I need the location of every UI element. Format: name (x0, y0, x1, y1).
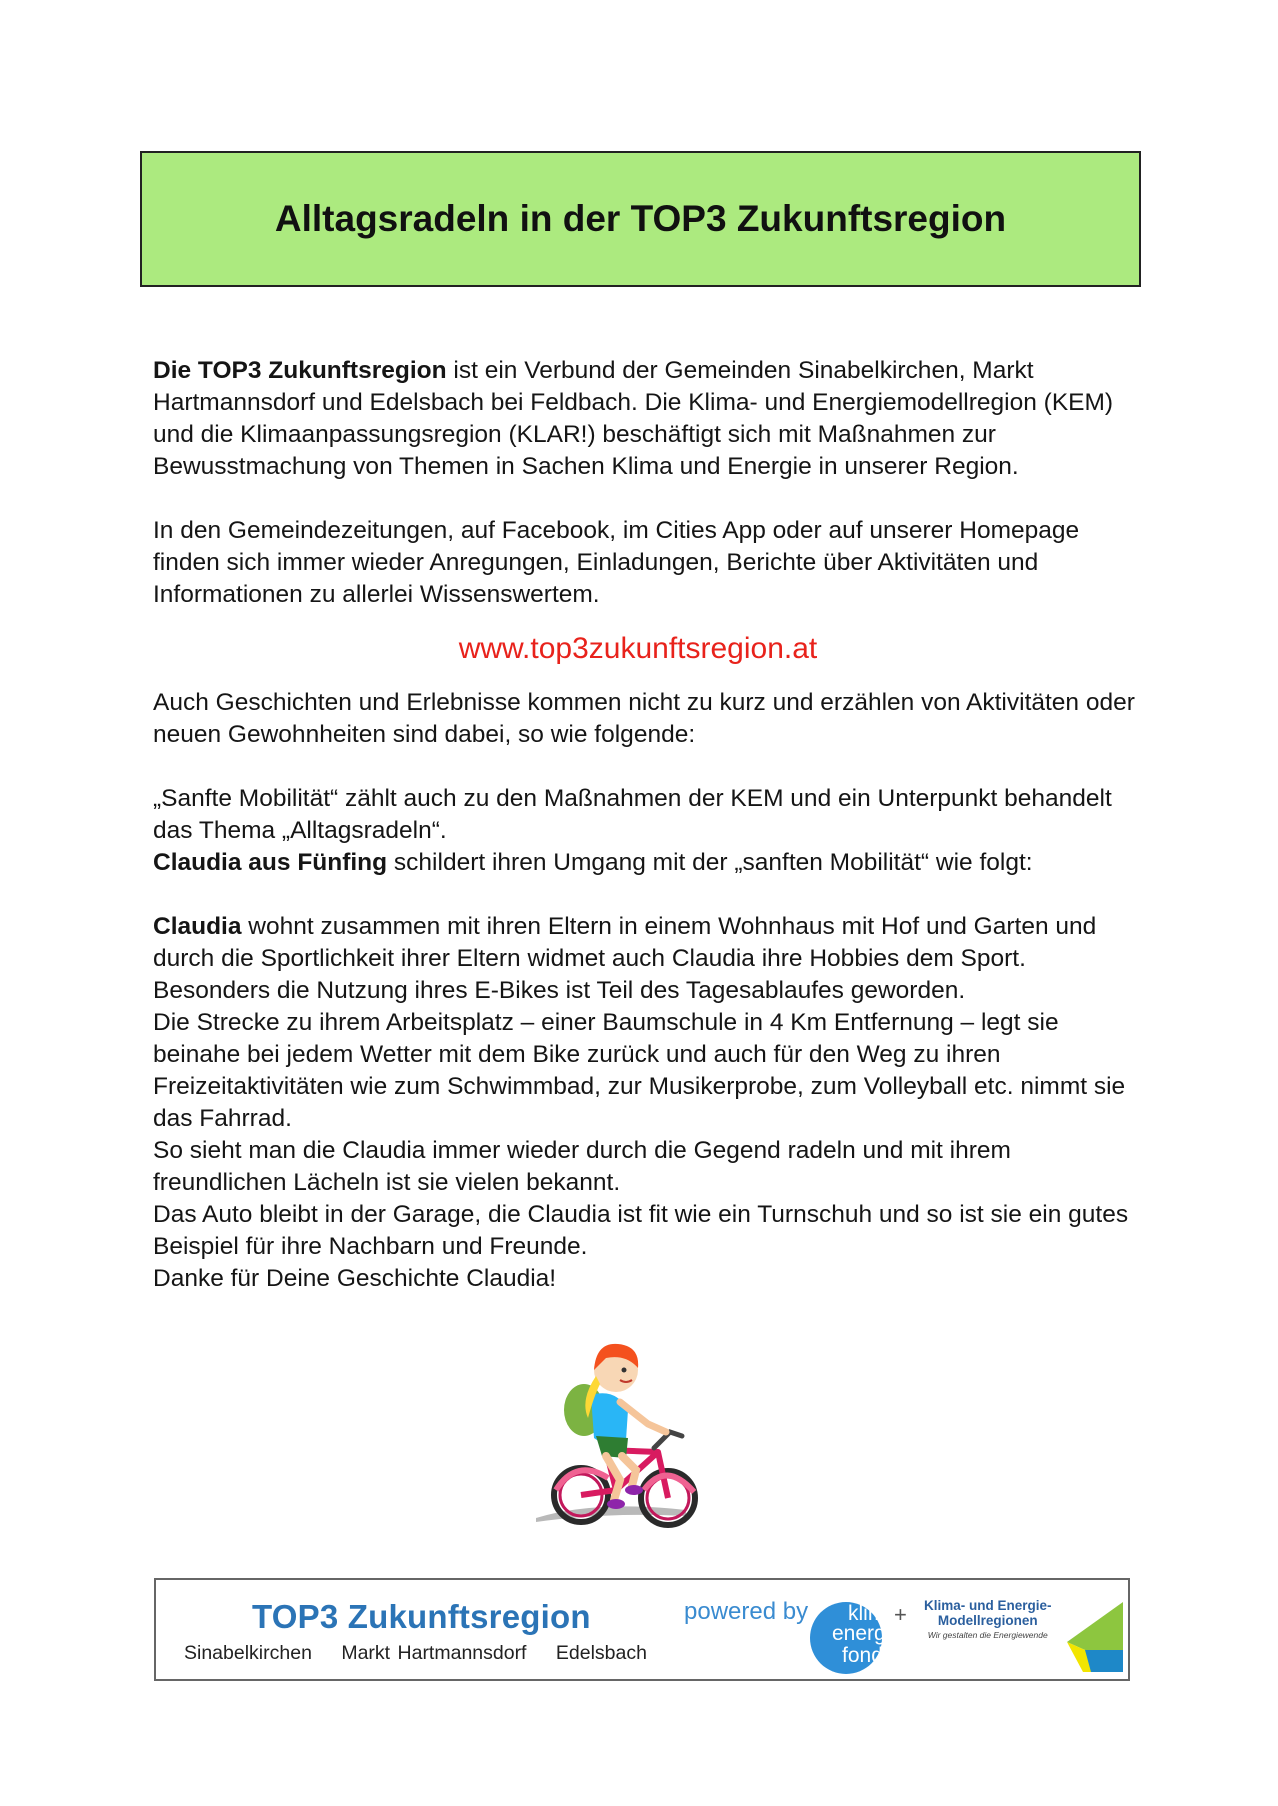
plus-sign: + (894, 1602, 907, 1627)
kem-logo-icon (1061, 1594, 1123, 1672)
footer-towns (184, 1642, 669, 1665)
intro-bold: Die TOP3 Zukunftsregion (153, 357, 447, 384)
story-bold: Claudia (153, 913, 242, 940)
intro-text: ist ein Verbund der Gemeinden Sinabelkirchen, Markt Hartmannsdorf und Edelsbach bei Feldbach. Die Klima- und Energiemodellregion (KEM) und die Klimaanpassungsregion (KLAR!) beschäftigt sich mit Maßnahmen zur Bewusstmachung von Themen in Sachen Klima und Energie in unserer Region. (153, 357, 1114, 480)
intro-paragraph (153, 355, 1143, 483)
town-sinabelkirchen: Sinabelkirchen (184, 1642, 312, 1664)
footer-banner (154, 1578, 1130, 1681)
story-line-2: Die Strecke zu ihrem Arbeitsplatz – einer Baumschule in 4 Km Entfernung – legt sie beinahe bei jedem Wetter mit dem Bike zurück und auch für den Weg zu ihren Freizeitaktivitäten wie zum Schwimmbad, zur Musikerprobe, zum Volleyball etc. nimmt sie das Fahrrad. (153, 1009, 1126, 1132)
story-line-3: So sieht man die Claudia immer wieder durch die Gegend radeln und mit ihrem freundlichen Lächeln ist sie vielen bekannt. (153, 1137, 1011, 1196)
town-edelsbach: Edelsbach (555, 1642, 647, 1664)
claudia-intro-bold: Claudia aus Fünfing (153, 849, 388, 876)
klima-word: klima (848, 1602, 898, 1625)
kem-line-2: Modellregionen (937, 1613, 1038, 1628)
story-line-5: Danke für Deine Geschichte Claudia! (153, 1265, 557, 1292)
kem-label (924, 1598, 1052, 1643)
energie-word: energie (832, 1622, 903, 1645)
footer-title: TOP3 Zukunftsregion (252, 1598, 591, 1635)
stories-paragraph: Auch Geschichten und Erlebnisse kommen nicht zu kurz und erzählen von Aktivitäten oder neuen Gewohnheiten sind dabei, so wie folgende: (153, 689, 1135, 748)
article-body (153, 355, 1143, 1295)
title-banner (140, 151, 1141, 287)
channels-paragraph: In den Gemeindezeitungen, auf Facebook, im Cities App oder auf unserer Homepage finden sich immer wieder Anregungen, Einladungen, Berichte über Aktivitäten und Informationen zu allerlei Wissenswertem. (153, 517, 1080, 608)
claudia-intro-text: schildert ihren Umgang mit der „sanften Mobilität“ wie folgt: (387, 849, 1033, 876)
story-paragraph (153, 911, 1143, 1007)
powered-by-label: powered by (684, 1598, 809, 1625)
kem-tagline: Wir gestalten die Energiewende (927, 1630, 1048, 1640)
kem-line-1: Klima- und Energie- (924, 1598, 1052, 1613)
story-text: wohnt zusammen mit ihren Eltern in einem Wohnhaus mit Hof und Garten und durch die Sportlichkeit ihrer Eltern widmet auch Claudia ihre Hobbies dem Sport. Besonders die Nutzung ihres E-Bikes ist Teil des Tagesablaufes geworden. (153, 913, 1097, 1004)
page-title: Alltagsradeln in der TOP3 Zukunftsregion (274, 198, 1007, 239)
klima-energie-fonds-logo (808, 1590, 908, 1676)
story-line-4: Das Auto bleibt in der Garage, die Claudia ist fit wie ein Turnschuh und so ist sie ein gutes Beispiel für ihre Nachbarn und Freunde. (153, 1201, 1129, 1260)
claudia-intro-paragraph (153, 847, 1143, 879)
website-link[interactable]: www.top3zukunftsregion.at (458, 632, 818, 665)
cyclist-girl-illustration (536, 1340, 716, 1540)
mobility-paragraph: „Sanfte Mobilität“ zählt auch zu den Maßnahmen der KEM und ein Unterpunkt behandelt das Thema „Alltagsradeln“. (153, 785, 1112, 844)
fonds-word: fonds (842, 1644, 894, 1667)
town-markt-hartmannsdorf: Markt Hartmannsdorf (341, 1642, 527, 1664)
